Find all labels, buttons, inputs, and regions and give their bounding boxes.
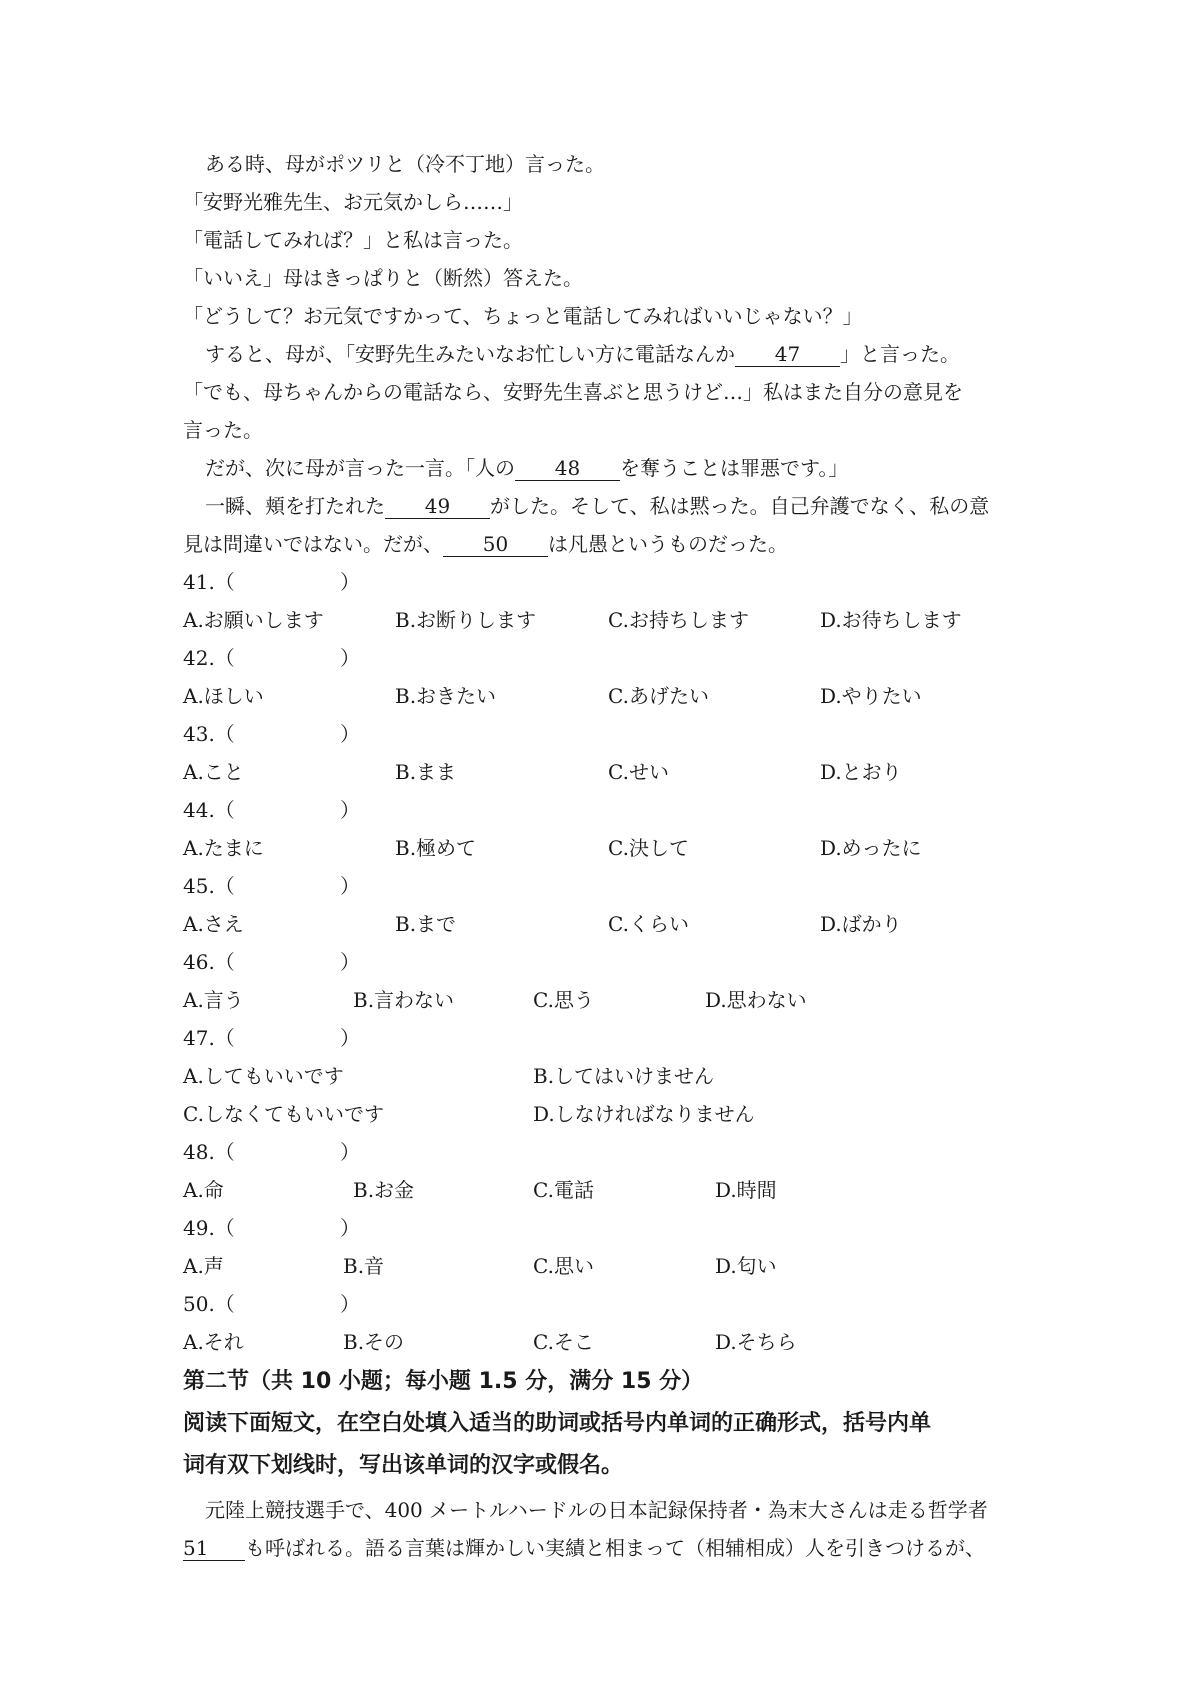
question-43-option-c: C.せい bbox=[608, 760, 669, 784]
section-2-text-line-1: 元陸上競技選手で、400 メートルハードルの日本記録保持者・為末大さんは走る哲学者 bbox=[205, 1498, 988, 1522]
passage-line-8-text-b: を奪うことは罪悪です。」 bbox=[620, 456, 849, 480]
passage-line-10-text-b: は凡愚というものだった。 bbox=[548, 532, 788, 556]
passage-line-8 bbox=[205, 454, 1055, 482]
question-41-option-a: A.お願いします bbox=[183, 608, 324, 632]
question-45-option-b: B.まで bbox=[395, 912, 457, 936]
question-42-option-a: A.ほしい bbox=[183, 684, 264, 708]
passage-line-6 bbox=[205, 340, 1055, 368]
section-2-heading: 第二节（共 10 小题；每小题 1.5 分，满分 15 分） bbox=[183, 1369, 704, 1394]
passage-line-1: ある時、母がポツリと（冷不丁地）言った。 bbox=[205, 152, 605, 176]
question-44-option-a: A.たまに bbox=[183, 836, 264, 860]
question-48-close: ） bbox=[340, 1140, 360, 1164]
section-2-text-line-2 bbox=[183, 1534, 1033, 1562]
question-41-number: 41.（ bbox=[183, 570, 235, 594]
passage-line-3: 「電話してみれば？」と私は言った。 bbox=[183, 228, 523, 252]
question-46-close: ） bbox=[340, 950, 360, 974]
passage-line-8-text-a: だが、次に母が言った一言。「人の bbox=[205, 456, 515, 480]
question-42-close: ） bbox=[340, 646, 360, 670]
passage-line-9 bbox=[205, 492, 1055, 520]
passage-line-6-text-a: すると、母が、「安野先生みたいなお忙しい方に電話なんか bbox=[205, 342, 735, 366]
passage-line-6-text-b: 」と言った。 bbox=[840, 342, 960, 366]
question-48-number: 48.（ bbox=[183, 1140, 235, 1164]
passage-line-2: 「安野光雅先生、お元気かしら……」 bbox=[183, 190, 523, 214]
question-48-option-d: D.時間 bbox=[715, 1178, 777, 1202]
question-50-option-a: A.それ bbox=[183, 1330, 244, 1354]
question-49-option-c: C.思い bbox=[533, 1254, 594, 1278]
question-43-option-a: A.こと bbox=[183, 760, 244, 784]
question-42-option-b: B.おきたい bbox=[395, 684, 497, 708]
question-42-number: 42.（ bbox=[183, 646, 235, 670]
blank-48: 48 bbox=[515, 456, 620, 481]
question-43-close: ） bbox=[340, 722, 360, 746]
blank-49: 49 bbox=[385, 494, 490, 519]
question-49-option-a: A.声 bbox=[183, 1254, 224, 1278]
question-43-option-d: D.とおり bbox=[820, 760, 902, 784]
question-43-option-b: B.まま bbox=[395, 760, 457, 784]
question-46-option-d: D.思わない bbox=[705, 988, 807, 1012]
question-41-option-b: B.お断りします bbox=[395, 608, 537, 632]
question-41-close: ） bbox=[340, 570, 360, 594]
question-45-close: ） bbox=[340, 874, 360, 898]
question-44-option-b: B.極めて bbox=[395, 836, 477, 860]
question-47-option-d: D.しなければなりません bbox=[533, 1102, 755, 1126]
question-42-option-c: C.あげたい bbox=[608, 684, 709, 708]
question-45-option-d: D.ばかり bbox=[820, 912, 902, 936]
question-41-option-c: C.お持ちします bbox=[608, 608, 749, 632]
question-42-option-d: D.やりたい bbox=[820, 684, 922, 708]
blank-47: 47 bbox=[735, 342, 840, 367]
question-49-option-d: D.匂い bbox=[715, 1254, 777, 1278]
passage-line-4: 「いいえ」母はきっぱりと（断然）答えた。 bbox=[183, 266, 583, 290]
question-49-number: 49.（ bbox=[183, 1216, 235, 1240]
question-48-option-a: A.命 bbox=[183, 1178, 224, 1202]
question-50-number: 50.（ bbox=[183, 1292, 235, 1316]
section-2-text-line-2-rest: も呼ばれる。語る言葉は輝かしい実績と相まって（相辅相成）人を引きつけるが、 bbox=[245, 1536, 985, 1560]
question-47-option-b: B.してはいけません bbox=[533, 1064, 715, 1088]
section-2-instruction-line-1: 阅读下面短文，在空白处填入适当的助词或括号内单词的正确形式，括号内单 bbox=[183, 1411, 932, 1436]
question-44-option-c: C.決して bbox=[608, 836, 689, 860]
question-46-option-c: C.思う bbox=[533, 988, 594, 1012]
question-49-close: ） bbox=[340, 1216, 360, 1240]
question-50-option-b: B.その bbox=[343, 1330, 405, 1354]
question-45-option-c: C.くらい bbox=[608, 912, 689, 936]
passage-line-9-text-b: がした。そして、私は黙った。自己弁護でなく、私の意 bbox=[490, 494, 990, 518]
passage-line-7-cont: 言った。 bbox=[183, 418, 263, 442]
blank-51: 51 bbox=[183, 1536, 245, 1561]
question-47-close: ） bbox=[340, 1026, 360, 1050]
question-44-option-d: D.めったに bbox=[820, 836, 922, 860]
question-46-option-b: B.言わない bbox=[353, 988, 455, 1012]
question-47-option-c: C.しなくてもいいです bbox=[183, 1102, 384, 1126]
question-49-option-b: B.音 bbox=[343, 1254, 385, 1278]
question-44-close: ） bbox=[340, 798, 360, 822]
question-43-number: 43.（ bbox=[183, 722, 235, 746]
passage-line-9-text-a: 一瞬、頬を打たれた bbox=[205, 494, 385, 518]
question-50-option-d: D.そちら bbox=[715, 1330, 797, 1354]
question-48-option-c: C.電話 bbox=[533, 1178, 594, 1202]
question-46-option-a: A.言う bbox=[183, 988, 244, 1012]
question-45-option-a: A.さえ bbox=[183, 912, 244, 936]
section-2-instruction-line-2: 词有双下划线时，写出该单词的汉字或假名。 bbox=[183, 1453, 624, 1478]
question-47-number: 47.（ bbox=[183, 1026, 235, 1050]
blank-50: 50 bbox=[443, 532, 548, 557]
passage-line-7: 「でも、母ちゃんからの電話なら、安野先生喜ぶと思うけど…」私はまた自分の意見を bbox=[183, 380, 963, 404]
question-44-number: 44.（ bbox=[183, 798, 235, 822]
question-50-close: ） bbox=[340, 1292, 360, 1316]
question-41-option-d: D.お待ちします bbox=[820, 608, 962, 632]
question-45-number: 45.（ bbox=[183, 874, 235, 898]
question-47-option-a: A.してもいいです bbox=[183, 1064, 344, 1088]
passage-line-10-text-a: 見は問違いではない。だが、 bbox=[183, 532, 443, 556]
passage-line-10 bbox=[183, 530, 1033, 558]
passage-line-5: 「どうして？お元気ですかって、ちょっと電話してみればいいじゃない？」 bbox=[183, 304, 863, 328]
question-46-number: 46.（ bbox=[183, 950, 235, 974]
question-48-option-b: B.お金 bbox=[353, 1178, 415, 1202]
question-50-option-c: C.そこ bbox=[533, 1330, 594, 1354]
